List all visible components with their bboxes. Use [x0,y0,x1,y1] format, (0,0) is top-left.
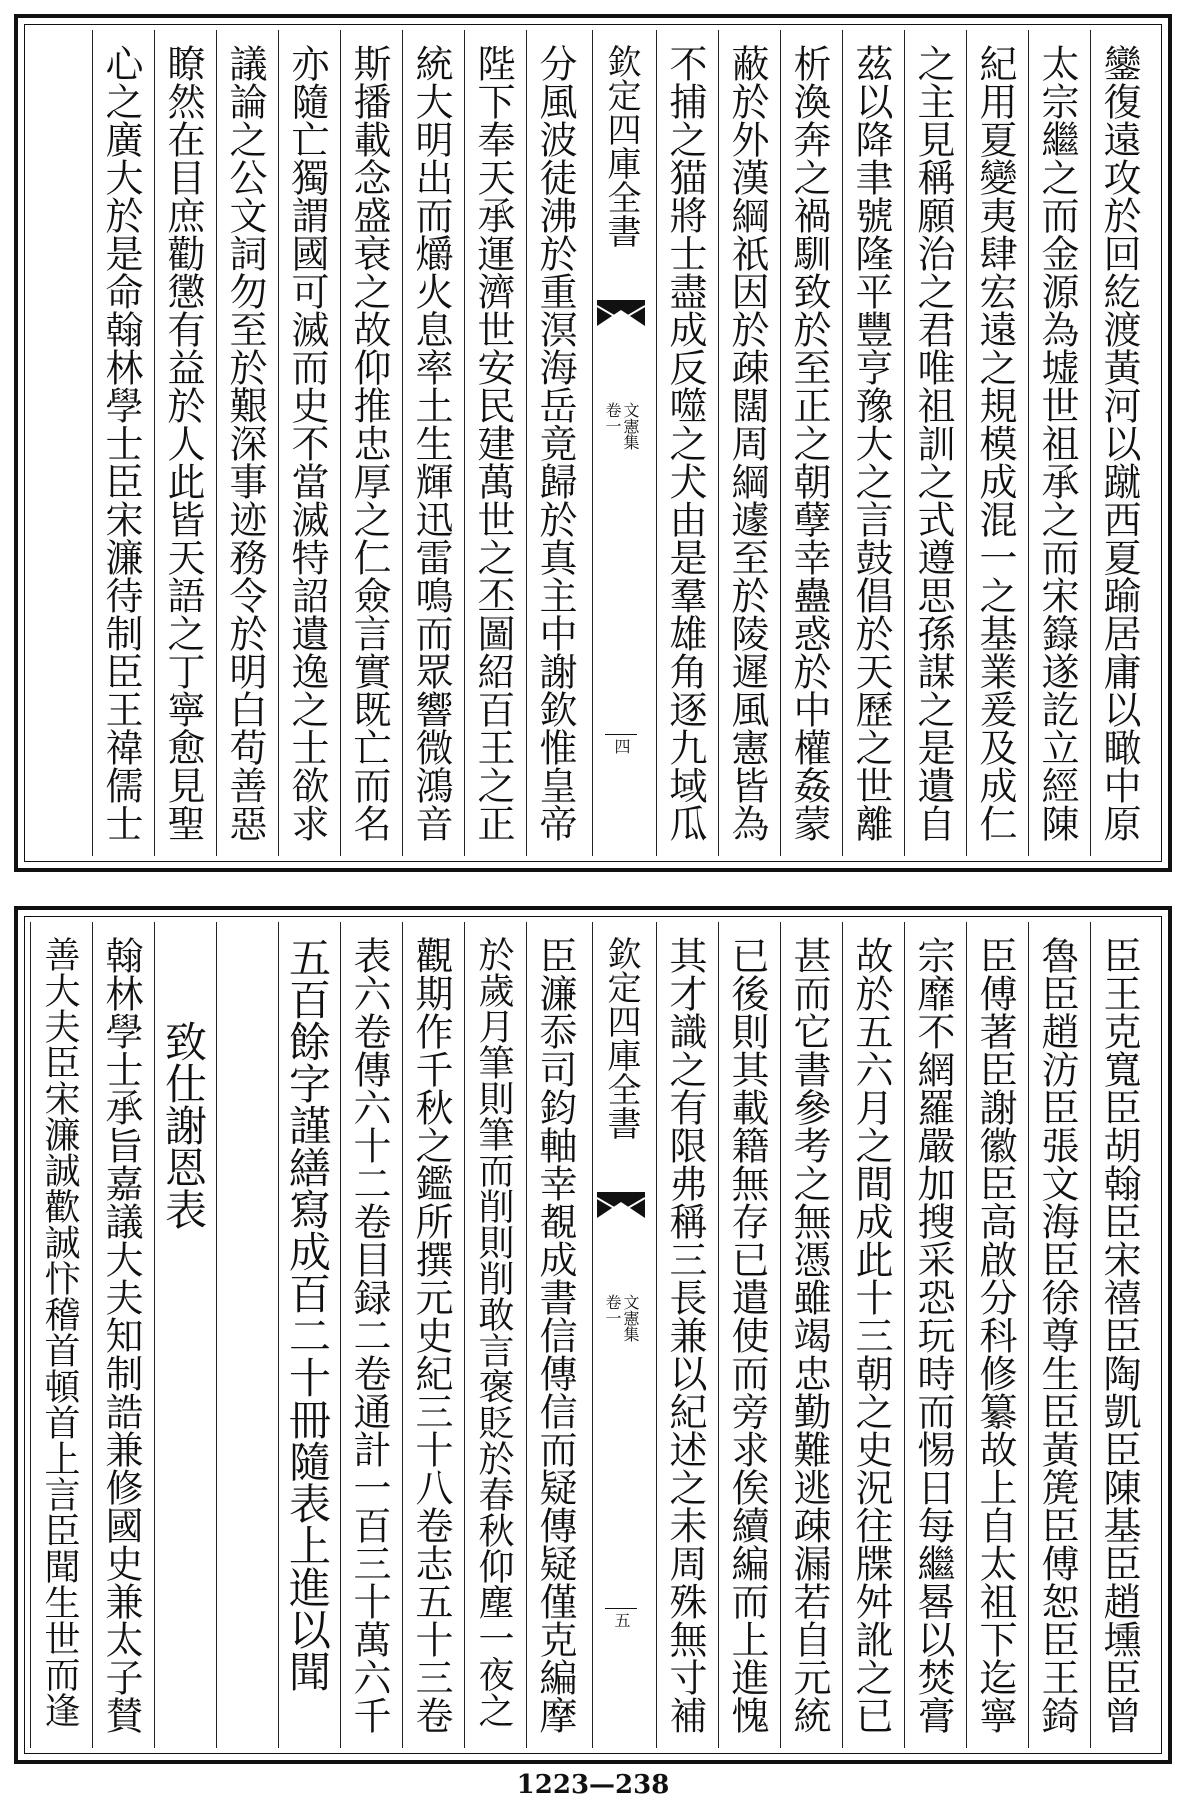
text-column [966,922,1023,1748]
column-text: 其才識之有限弗稱三長兼以紀述之未周殊無寸補 [663,936,707,1734]
text-column [1090,922,1147,1748]
column-area-top [30,30,1156,856]
text-column [278,30,335,856]
text-column [464,30,521,856]
text-column [30,922,87,1748]
text-column [718,922,775,1748]
center-book: 文憲集 [621,1294,640,1342]
text-column [278,922,335,1748]
column-area-bottom [30,922,1156,1748]
column-text: 五百餘字謹繕寫成百二十冊隨表上進以聞 [283,936,332,1692]
center-fold-column [592,30,649,856]
column-text: 茲以降聿號隆平豐亨豫大之言鼓倡於天歷之世離 [849,44,893,842]
text-column [154,922,211,1748]
center-volume: 卷一 [603,402,622,434]
center-page-number: 四 [612,738,631,754]
fishtail-mark-icon [597,300,645,326]
text-column [402,922,459,1748]
page-bottom [14,906,1172,1764]
column-text: 翰林學士承旨嘉議大夫知制誥兼修國史兼太子賛 [99,936,143,1734]
center-volume: 卷一 [603,1294,622,1326]
text-column [1028,30,1085,856]
column-text: 甚而它書參考之無憑雖竭忠勤難逃疎漏若自元統 [787,936,831,1734]
column-text: 臣濂忝司鈞軸幸覩成書信傳信而疑傳疑僅克編摩 [533,936,577,1734]
center-rule [605,734,637,735]
text-column [340,30,397,856]
column-text: 表六卷傳六十二卷目録二卷通計一百三十萬六千 [347,936,391,1734]
center-book-info [603,1294,639,1342]
column-text: 已後則其載籍無存已遣使而旁求俟續編而上進愧 [725,936,769,1734]
center-book-info [603,402,639,450]
center-fold-column [592,922,649,1748]
column-text: 統大明出而爝火息率土生輝迅雷鳴而眾響微鴻音 [409,44,453,842]
column-text: 瞭然在目庶勸懲有益於人此皆天語之丁寧愈見聖 [161,44,205,842]
text-column [1090,30,1147,856]
column-text: 分風波徒沸於重溟海岳竟歸於真主中謝欽惟皇帝 [533,44,577,842]
column-text: 紀用夏變夷肆宏遠之規模成混一之基業爰及成仁 [973,44,1017,842]
text-column [780,922,837,1748]
column-text: 蔽於外漢綱祇因於疎闊周綱遽至於陵遲風憲皆為 [725,44,769,842]
text-column [718,30,775,856]
text-column [216,30,273,856]
text-column [904,922,961,1748]
text-column [1028,922,1085,1748]
center-rule [605,1608,637,1609]
fishtail-mark-icon [597,1192,645,1218]
text-column [842,922,899,1748]
column-text: 於歲月筆則筆而削則削敢言褒貶於春秋仰塵一夜之 [473,936,514,1728]
column-text: 魯臣趙汸臣張文海臣徐尊生臣黃箎臣傅恕臣王錡 [1035,936,1079,1734]
page-top [14,14,1172,872]
text-column [656,30,713,856]
text-column [464,922,521,1748]
text-column [92,30,149,856]
column-text: 臣傅著臣謝徽臣高啟分科修纂故上自太祖下迄寧 [973,936,1017,1734]
column-text: 致仕謝恩表 [159,936,208,1230]
column-text: 亦隨亡獨謂國可滅而史不當滅特詔遺逸之士欲求 [285,44,329,842]
text-column [92,922,149,1748]
text-column [526,30,583,856]
text-column [340,922,397,1748]
column-text: 陛下奉天承運濟世安民建萬世之丕圖紹百王之正 [471,44,515,842]
column-text: 觀期作千秋之鑑所撰元史紀三十八卷志五十三卷 [409,936,453,1734]
page-footer-number: 1223—238 [516,1770,670,1800]
center-title: 欽定四庫全書 [601,44,641,248]
column-text: 善大夫臣宋濂誠歡誠忭稽首頓首上言臣聞生世而逢 [39,936,80,1728]
text-column [904,30,961,856]
column-text: 太宗繼之而金源為墟世祖承之而宋籙遂訖立經陳 [1035,44,1079,842]
text-column [216,922,273,1748]
column-text: 臣王克寬臣胡翰臣宋禧臣陶凱臣陳基臣趙壎臣曾 [1097,936,1141,1734]
column-text: 析渙奔之禍馴致於至正之朝孽幸蠱惑於中權姦蒙 [787,44,831,842]
text-column [966,30,1023,856]
text-column [526,922,583,1748]
column-text: 心之廣大於是命翰林學士臣宋濂待制臣王禕儒士 [99,44,143,842]
column-text: 之主見稱願治之君唯祖訓之式遵思孫謀之是遺自 [911,44,955,842]
text-column [154,30,211,856]
text-column [402,30,459,856]
column-text: 議論之公文詞勿至於艱深事迹務令於明白苟善惡 [223,44,267,842]
text-column [656,922,713,1748]
text-column [842,30,899,856]
center-page-number: 五 [612,1612,631,1628]
column-text: 斯播載念盛衰之故仰推忠厚之仁僉言實既亡而名 [347,44,391,842]
column-text: 故於五六月之間成此十三朝之史況往牒舛訛之已 [849,936,893,1734]
column-text: 鑾復遠攻於回紇渡黃河以蹴西夏踰居庸以瞰中原 [1097,44,1141,842]
center-title: 欽定四庫全書 [601,936,641,1140]
column-text: 不捕之猫將士盡成反噬之犬由是羣雄角逐九域瓜 [663,44,707,842]
text-column [780,30,837,856]
center-book: 文憲集 [621,402,640,450]
column-text: 宗靡不網羅嚴加搜采恐玩時而惕日每繼晷以焚膏 [911,936,955,1734]
